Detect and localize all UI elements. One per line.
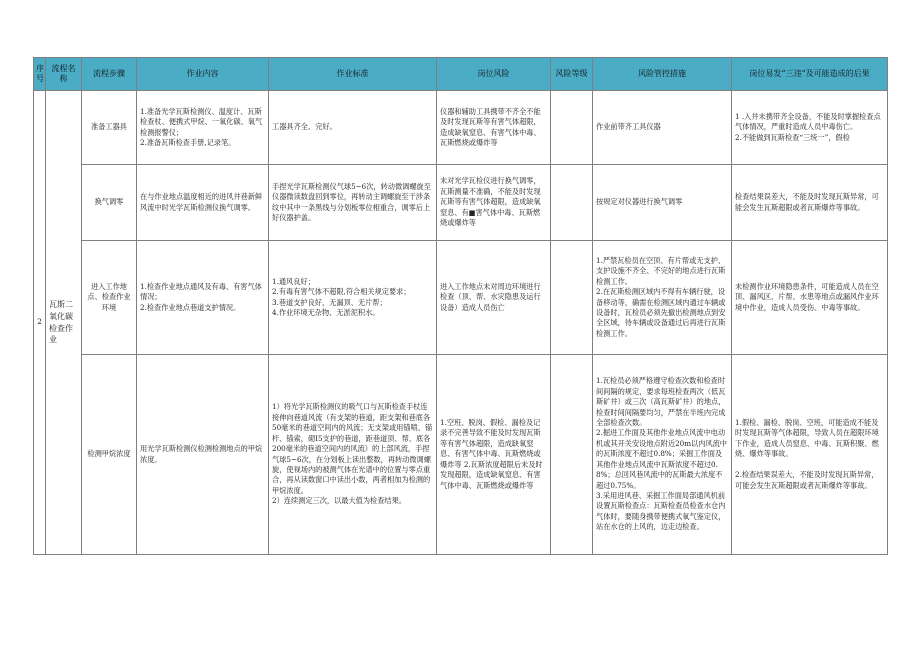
violation-cell: 未检测作业环境隐患条件，可能造成人员在空顶、漏风区、片帮、水患等地点或漏风作业环境中作业，造成人员受伤、中毒等事故。 [732,241,888,355]
header-measure: 风险管控措施 [593,58,732,91]
content-cell: 用光学瓦斯检测仪检测检测地点的甲烷浓度。 [137,355,269,555]
table-row [34,165,888,241]
step-cell: 换气调零 [82,165,137,241]
violation-cell: 1.假检、漏检、脱岗、空班，可能造成不能及时发现瓦斯等气体超限，导致人员在超限环境下作业，造成人员窒息、中毒、瓦斯积聚、燃烧、爆炸等事故。 2.检查结果误差大，不能及时发现瓦斯异常，可能会发生瓦斯超限或者瓦斯爆炸等事故。 [732,355,888,555]
table-row [34,91,888,165]
process-no: 2 [34,91,46,555]
header-level: 风险等级 [551,58,593,91]
risk-cell: 仪器和辅助工具携带不齐全不能及时发现瓦斯等有害气体超限，造成缺氧窒息、有害气体中毒、瓦斯燃烧或爆炸等 [437,91,551,165]
table-row [34,241,888,355]
risk-table [33,57,888,555]
content-cell: 1.检查作业地点通风及有毒、有害气体情况； 2.检查作业地点巷道支护情况。 [137,241,269,355]
risk-cell: 1.空班、脱岗、假检、漏检及记录不完善导致不能及时发现瓦斯等有害气体超限，造成缺氧窒息、有害气体中毒、瓦斯燃烧或爆炸等 2.瓦斯浓度超限后未及时发现超限，造成缺氧窒息、有害气体中毒、瓦斯燃烧或爆炸等 [437,355,551,555]
header-process: 流程名称 [46,58,82,91]
content-cell: 在与作业地点温度相近的进风井巷新鲜风流中时光学瓦斯检测仪换气调零。 [137,165,269,241]
header-step: 流程步骤 [82,58,137,91]
header-standard: 作业标准 [269,58,437,91]
header-content: 作业内容 [137,58,269,91]
level-cell [551,241,593,355]
step-cell: 检测甲烷浓度 [82,355,137,555]
table-row [34,355,888,555]
level-cell [551,355,593,555]
step-cell: 进入工作地点、检查作业环境 [82,241,137,355]
standard-cell: 手捏光学瓦斯检测仪气球5~6次，转动微调螺旋至仪器微读数盘回到零位，再转动主调螺旋至干涉条纹中其中一条黑线与分划板零位相重合，调零后上好仪器护盖。 [269,165,437,241]
process-name: 瓦斯二氧化碳检查作业 [46,91,82,555]
header-risk: 岗位风险 [437,58,551,91]
risk-cell: 未对光学瓦检仪进行换气调零，瓦斯测量不准确，不能及时发现瓦斯等有害气体超限，造成缺氧窒息、有■害气体中毒、瓦斯燃烧或爆炸等 [437,165,551,241]
violation-cell: 1 .入井未携带齐全设备，不能及时掌握检查点气体情况，严重时造成人员中毒伤亡。 2.不能做到瓦斯检查“三统一”，假检 [732,91,888,165]
measure-cell: 作业前带齐工具仪器 [593,91,732,165]
measure-cell: 1.瓦检员必须严格遵守检查次数和检查时间间隔的规定，要求每班检查两次（低瓦斯矿井）或三次（高瓦斯矿井）的地点，检查时间间隔要均匀，严禁在半班内完成全部检查次数。 2.掘进工作面及其他作业地点风流中电动机或其开关安设地点附近20m以内风流中的瓦斯浓度不超过0.8%；采掘工作面及其他作业地点风流中瓦斯浓度不超过0.8%；总回风巷风流中的瓦斯最大浓度不超过0.75%。 3.采用进风巷、采掘工作面局部通风机前设置瓦斯检查点：瓦斯检查员检查水仓内气体时，要随身携带便携式氧气鉴定仪，站在水仓的上风的，边走边检查。 [593,355,732,555]
measure-cell: 1.严禁瓦检员在空顶、有片帮或无支护、支护设施不齐全、不完好的地点进行瓦斯检测工作。 2.在瓦斯检测区域内不得有车辆行驶，设备移动等，确需在检测区域内通过车辆或设备时，瓦检员必须先撤出检测地点到安全区域，待车辆或设备通过后再进行瓦斯检测工作。 [593,241,732,355]
standard-cell: 1.通风良好； 2.有毒有害气体不超限,符合相关规定要求； 3.巷道支护良好，无漏顶、无片帮； 4.作业环境无杂物、无淤泥积水。 [269,241,437,355]
content-cell: 1.准备光学瓦斯检测仪、温度计、瓦斯检查杖、便携式甲烷、一氧化碳、氧气检测报警仪； 2.准备瓦斯检查手册,记录笔。 [137,91,269,165]
header-row [34,58,888,91]
header-no: 序号 [34,58,46,91]
standard-cell: 工器具齐全、完好。 [269,91,437,165]
header-violation: 岗位易发“三违”及可能造成的后果 [732,58,888,91]
violation-cell: 检查结果误差大，不能及时发现瓦斯异常，可能会发生瓦斯超限或者瓦斯爆炸等事故。 [732,165,888,241]
step-cell: 准备工器具 [82,91,137,165]
standard-cell: 1）将光学瓦斯检测仪的吸气口与瓦斯检查手杖连接伸向巷道风流（有支架的巷道，距支架和巷底各50毫米的巷道空间内的风流；无支架或用锚喷、锚杆、锚索，砌I5支护的巷道，距巷道顶、帮、底各200毫米的巷道空间内的风流）的上部风流，手捏气球5~6次，在分划板上读出整数，再转动微调螺旋，使视场内的被测气体在光谱中的位置与零点重合，再从读数窗口中读出小数，两者相加为检测的甲烷浓度。 2）连续测定三次，以最大值为检查结果。 [269,355,437,555]
level-cell [551,91,593,165]
risk-cell: 进入工作地点未对周边环境进行检查（顶、帮、水灾隐患及运行设备）造成人员伤亡 [437,241,551,355]
level-cell [551,165,593,241]
measure-cell: 按规定对仪器进行换气调零 [593,165,732,241]
